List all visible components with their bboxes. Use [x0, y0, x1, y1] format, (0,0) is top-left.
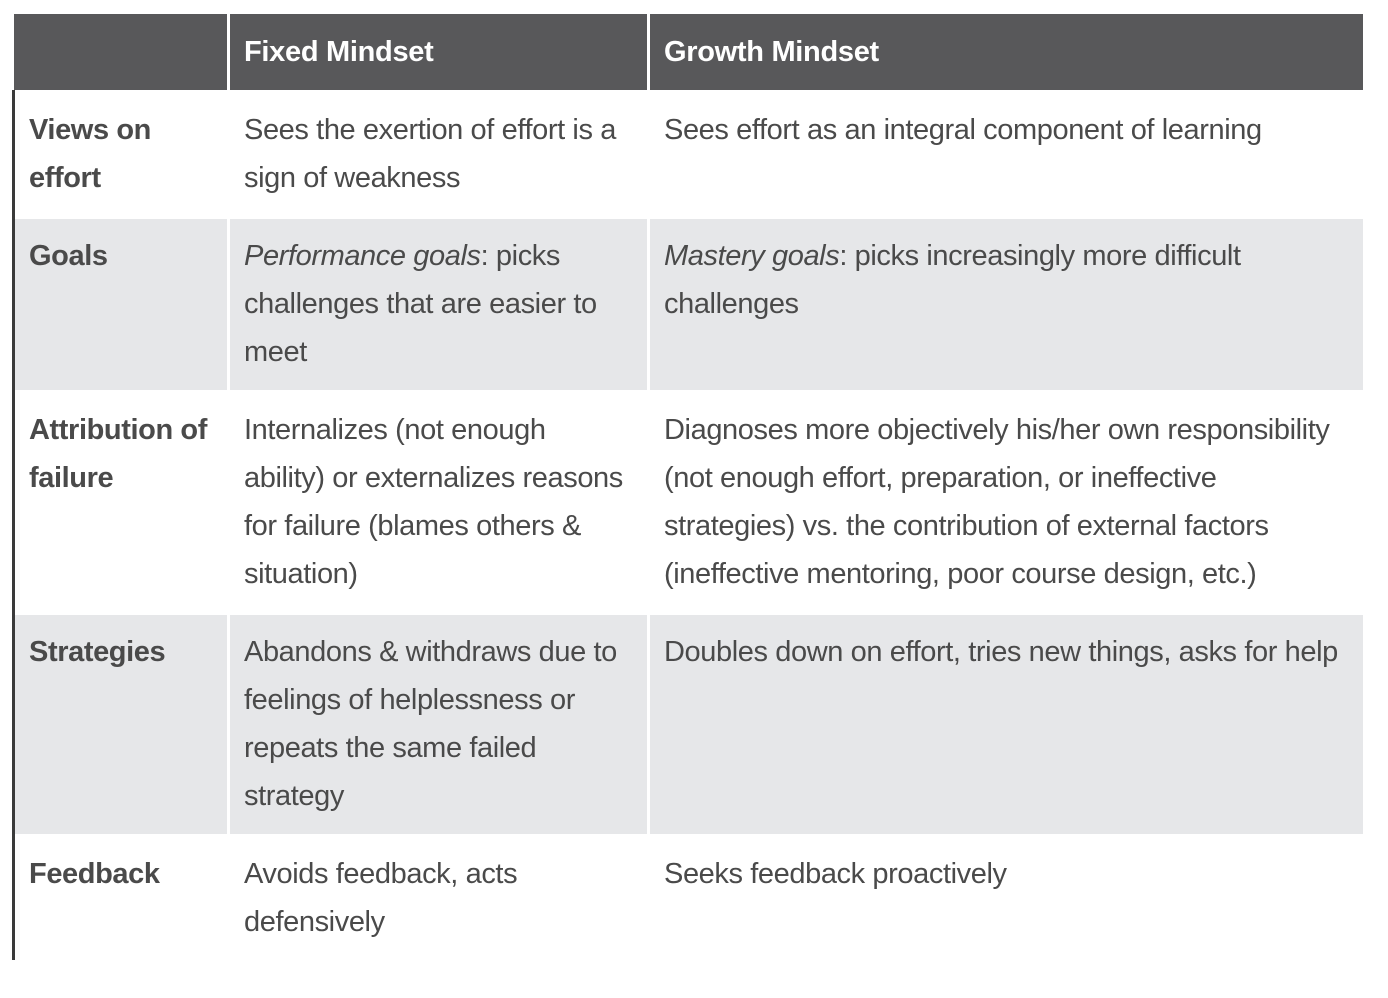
cell-growth-strategies [649, 614, 1363, 836]
header-fixed-mindset: Fixed Mindset [229, 14, 649, 92]
cell-text: : picks challenges that are easier to meet [244, 240, 597, 368]
cell-growth-views-on-effort [649, 92, 1363, 218]
mindset-comparison-table-container [12, 14, 1361, 960]
cell-text: Diagnoses more objectively his/her own responsibility (not enough effort, preparation, or ineffective strategies) vs. the contribution of external factors (ineffective mentoring, poor course design, etc.) [664, 414, 1330, 590]
cell-growth-feedback [649, 836, 1363, 961]
table-row [14, 92, 1363, 218]
mindset-comparison-table [12, 14, 1363, 960]
cell-text: Sees the exertion of effort is a sign of weakness [244, 114, 616, 194]
cell-text: : picks increasingly more difficult challenges [664, 240, 1241, 320]
cell-text: Avoids feedback, acts defensively [244, 858, 518, 938]
table-row [14, 836, 1363, 961]
header-empty-cell [14, 14, 229, 92]
cell-text: Internalizes (not enough ability) or externalizes reasons for failure (blames others & situation) [244, 414, 623, 590]
cell-fixed-feedback [229, 836, 649, 961]
header-growth-mindset: Growth Mindset [649, 14, 1363, 92]
cell-text: Doubles down on effort, tries new things, asks for help [664, 636, 1338, 668]
table-row [14, 392, 1363, 614]
cell-text: Sees effort as an integral component of learning [664, 114, 1262, 146]
row-label-strategies: Strategies [14, 614, 229, 836]
cell-fixed-views-on-effort [229, 92, 649, 218]
row-label-attribution-of-failure: Attribution of failure [14, 392, 229, 614]
row-label-views-on-effort: Views on effort [14, 92, 229, 218]
header-row [14, 14, 1363, 92]
cell-lead: Mastery goals [664, 240, 840, 272]
table-row [14, 218, 1363, 392]
cell-fixed-goals [229, 218, 649, 392]
cell-fixed-strategies [229, 614, 649, 836]
cell-fixed-attribution-of-failure [229, 392, 649, 614]
table-row [14, 614, 1363, 836]
cell-growth-goals [649, 218, 1363, 392]
cell-lead: Performance goals [244, 240, 481, 272]
cell-growth-attribution-of-failure [649, 392, 1363, 614]
cell-text: Abandons & withdraws due to feelings of helplessness or repeats the same failed strategy [244, 636, 617, 812]
cell-text: Seeks feedback proactively [664, 858, 1007, 890]
row-label-feedback: Feedback [14, 836, 229, 961]
row-label-goals: Goals [14, 218, 229, 392]
